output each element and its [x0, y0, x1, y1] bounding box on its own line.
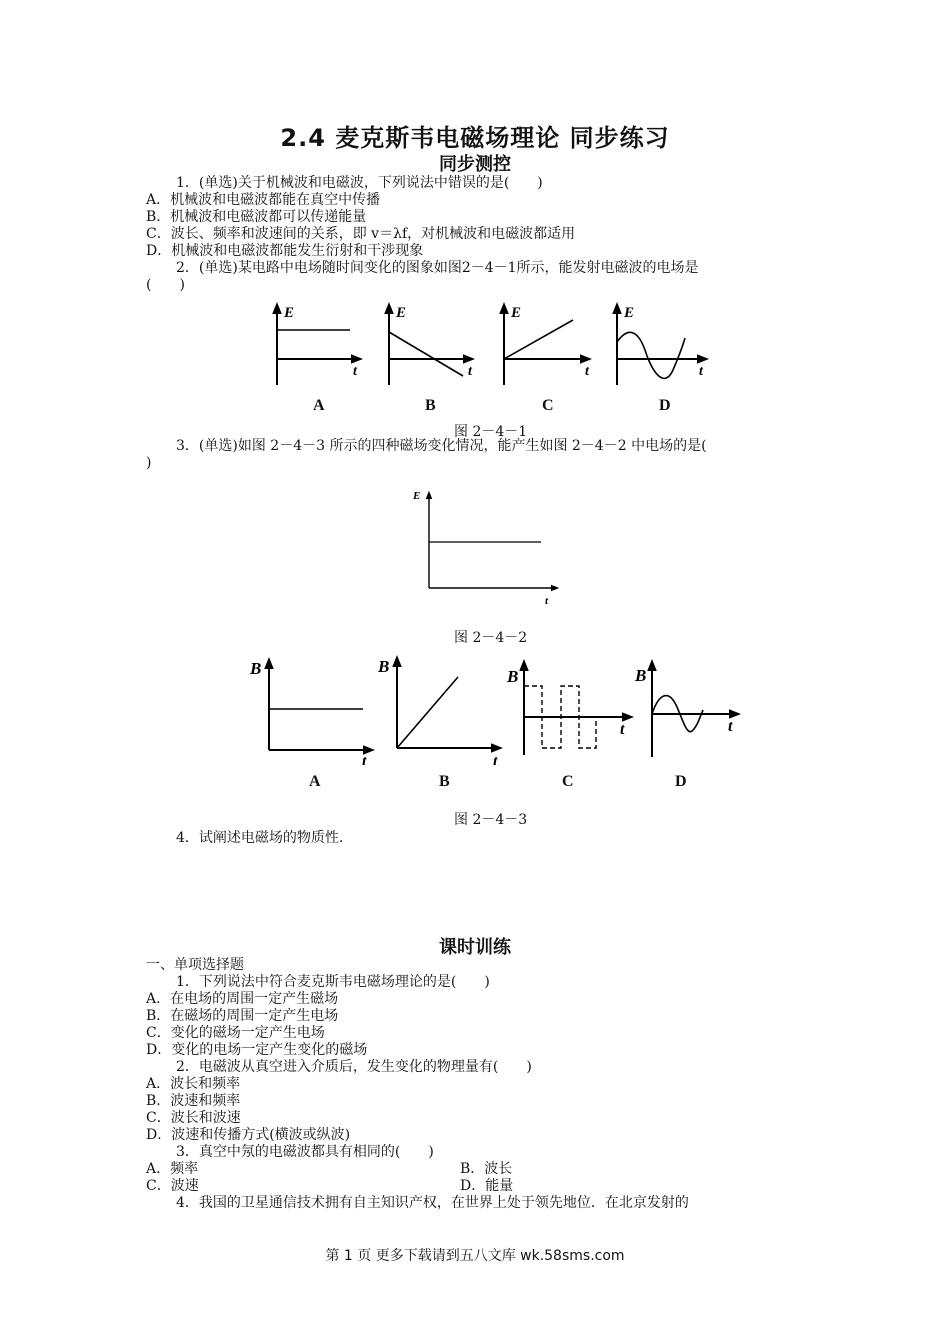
graph-b-x-label: t	[468, 364, 472, 379]
fig2-y-label: E	[413, 490, 421, 502]
q1-option-a: A．机械波和电磁波都能在真空中传播	[146, 192, 381, 208]
graph-d-y-label: E	[624, 305, 635, 321]
fig1-label-c: C	[542, 397, 554, 414]
t1-option-a: A．在电场的周围一定产生磁场	[146, 991, 339, 1007]
graph-a-x-label: t	[353, 364, 357, 379]
part-heading-single-choice: 一、单项选择题	[146, 957, 244, 973]
q1-stem: 1．(单选)关于机械波和电磁波，下列说法中错误的是( )	[176, 175, 543, 191]
fig3-label-c: C	[562, 773, 574, 790]
t3-option-d: D．能量	[460, 1178, 514, 1194]
graph-c-y-label: E	[511, 305, 522, 321]
figure-2-4-2-caption: 图 2－4－2	[454, 630, 528, 646]
fig3-label-b: B	[439, 773, 450, 790]
fig2-x-label: t	[545, 595, 549, 607]
b-graph-a	[249, 659, 369, 765]
q3-stem: 3．(单选)如图 2－4－3 所示的四种磁场变化情况，能产生如图 2－4－2 中电场的是(	[176, 438, 707, 454]
graph-d	[617, 305, 704, 385]
b-graph-d-x-label: t	[728, 718, 733, 735]
t1-option-c: C．变化的磁场一定产生电场	[146, 1025, 325, 1041]
t2-option-d: D．波速和传播方式(横波或纵波)	[146, 1127, 351, 1143]
graph-d-x-label: t	[699, 364, 703, 379]
b-graph-b	[377, 657, 498, 765]
t3-option-a: A．频率	[146, 1161, 199, 1177]
b-graph-b-x-label: t	[493, 753, 498, 765]
t2-stem: 2．电磁波从真空进入介质后，发生变化的物理量有( )	[176, 1059, 532, 1075]
section-heading-sync: 同步测控	[439, 154, 511, 175]
t1-option-b: B．在磁场的周围一定产生电场	[146, 1008, 339, 1024]
b-graph-a-y-label: B	[250, 659, 262, 678]
page-footer: 第 1 页 更多下载请到五八文库 wk.58sms.com	[325, 1248, 625, 1264]
figure-2-4-1-caption: 图 2－4－1	[454, 424, 528, 440]
q1-option-c: C．波长、频率和波速间的关系，即 v＝λf，对机械波和电磁波都适用	[146, 226, 576, 242]
figure-2-4-3-caption: 图 2－4－3	[454, 812, 528, 828]
b-graph-c-x-label: t	[620, 721, 625, 738]
fig1-label-d: D	[659, 397, 671, 414]
t3-option-b: B．波长	[460, 1161, 513, 1177]
graph-a	[277, 305, 358, 385]
t4-stem: 4．我国的卫星通信技术拥有自主知识产权，在世界上处于领先地位．在北京发射的	[176, 1195, 689, 1211]
b-graph-d	[634, 665, 735, 757]
t2-option-b: B．波速和频率	[146, 1093, 241, 1109]
fig1-label-a: A	[313, 397, 325, 414]
graph-c	[504, 305, 590, 385]
figure-2-4-1	[255, 300, 715, 395]
graph-a-y-label: E	[284, 305, 295, 321]
t2-option-c: C．波长和波速	[146, 1110, 241, 1126]
b-graph-d-y-label: B	[635, 666, 647, 685]
q1-option-b: B．机械波和电磁波都可以传递能量	[146, 209, 367, 225]
figure-2-4-2	[405, 485, 565, 610]
t2-option-a: A．波长和频率	[146, 1076, 241, 1092]
q2-stem-cont: ( )	[146, 277, 185, 293]
b-graph-b-y-label: B	[378, 657, 390, 676]
page-title: 2.4 麦克斯韦电磁场理论 同步练习	[280, 124, 670, 152]
graph-b-y-label: E	[396, 305, 407, 321]
fig3-label-d: D	[675, 773, 687, 790]
fig3-label-a: A	[309, 773, 321, 790]
graph-b	[389, 305, 473, 385]
b-graph-a-x-label: t	[362, 753, 367, 765]
figure-2-4-3	[245, 655, 745, 765]
t3-option-c: C．波速	[146, 1178, 199, 1194]
t1-option-d: D．变化的电场一定产生变化的磁场	[146, 1042, 368, 1058]
b-graph-c	[506, 665, 628, 755]
section-heading-training: 课时训练	[439, 937, 511, 958]
t1-stem: 1．下列说法中符合麦克斯韦电磁场理论的是( )	[176, 974, 490, 990]
graph-c-x-label: t	[585, 364, 589, 379]
t3-stem: 3．真空中氖的电磁波都具有相同的( )	[176, 1144, 434, 1160]
q4-stem: 4．试阐述电磁场的物质性.	[176, 830, 344, 846]
q2-stem: 2．(单选)某电路中电场随时间变化的图象如图2－4－1所示，能发射电磁波的电场是	[176, 260, 699, 276]
fig1-label-b: B	[425, 397, 436, 414]
q3-stem-cont: )	[146, 455, 152, 471]
q1-option-d: D．机械波和电磁波都能发生衍射和干涉现象	[146, 243, 424, 259]
b-graph-c-y-label: B	[507, 667, 519, 686]
